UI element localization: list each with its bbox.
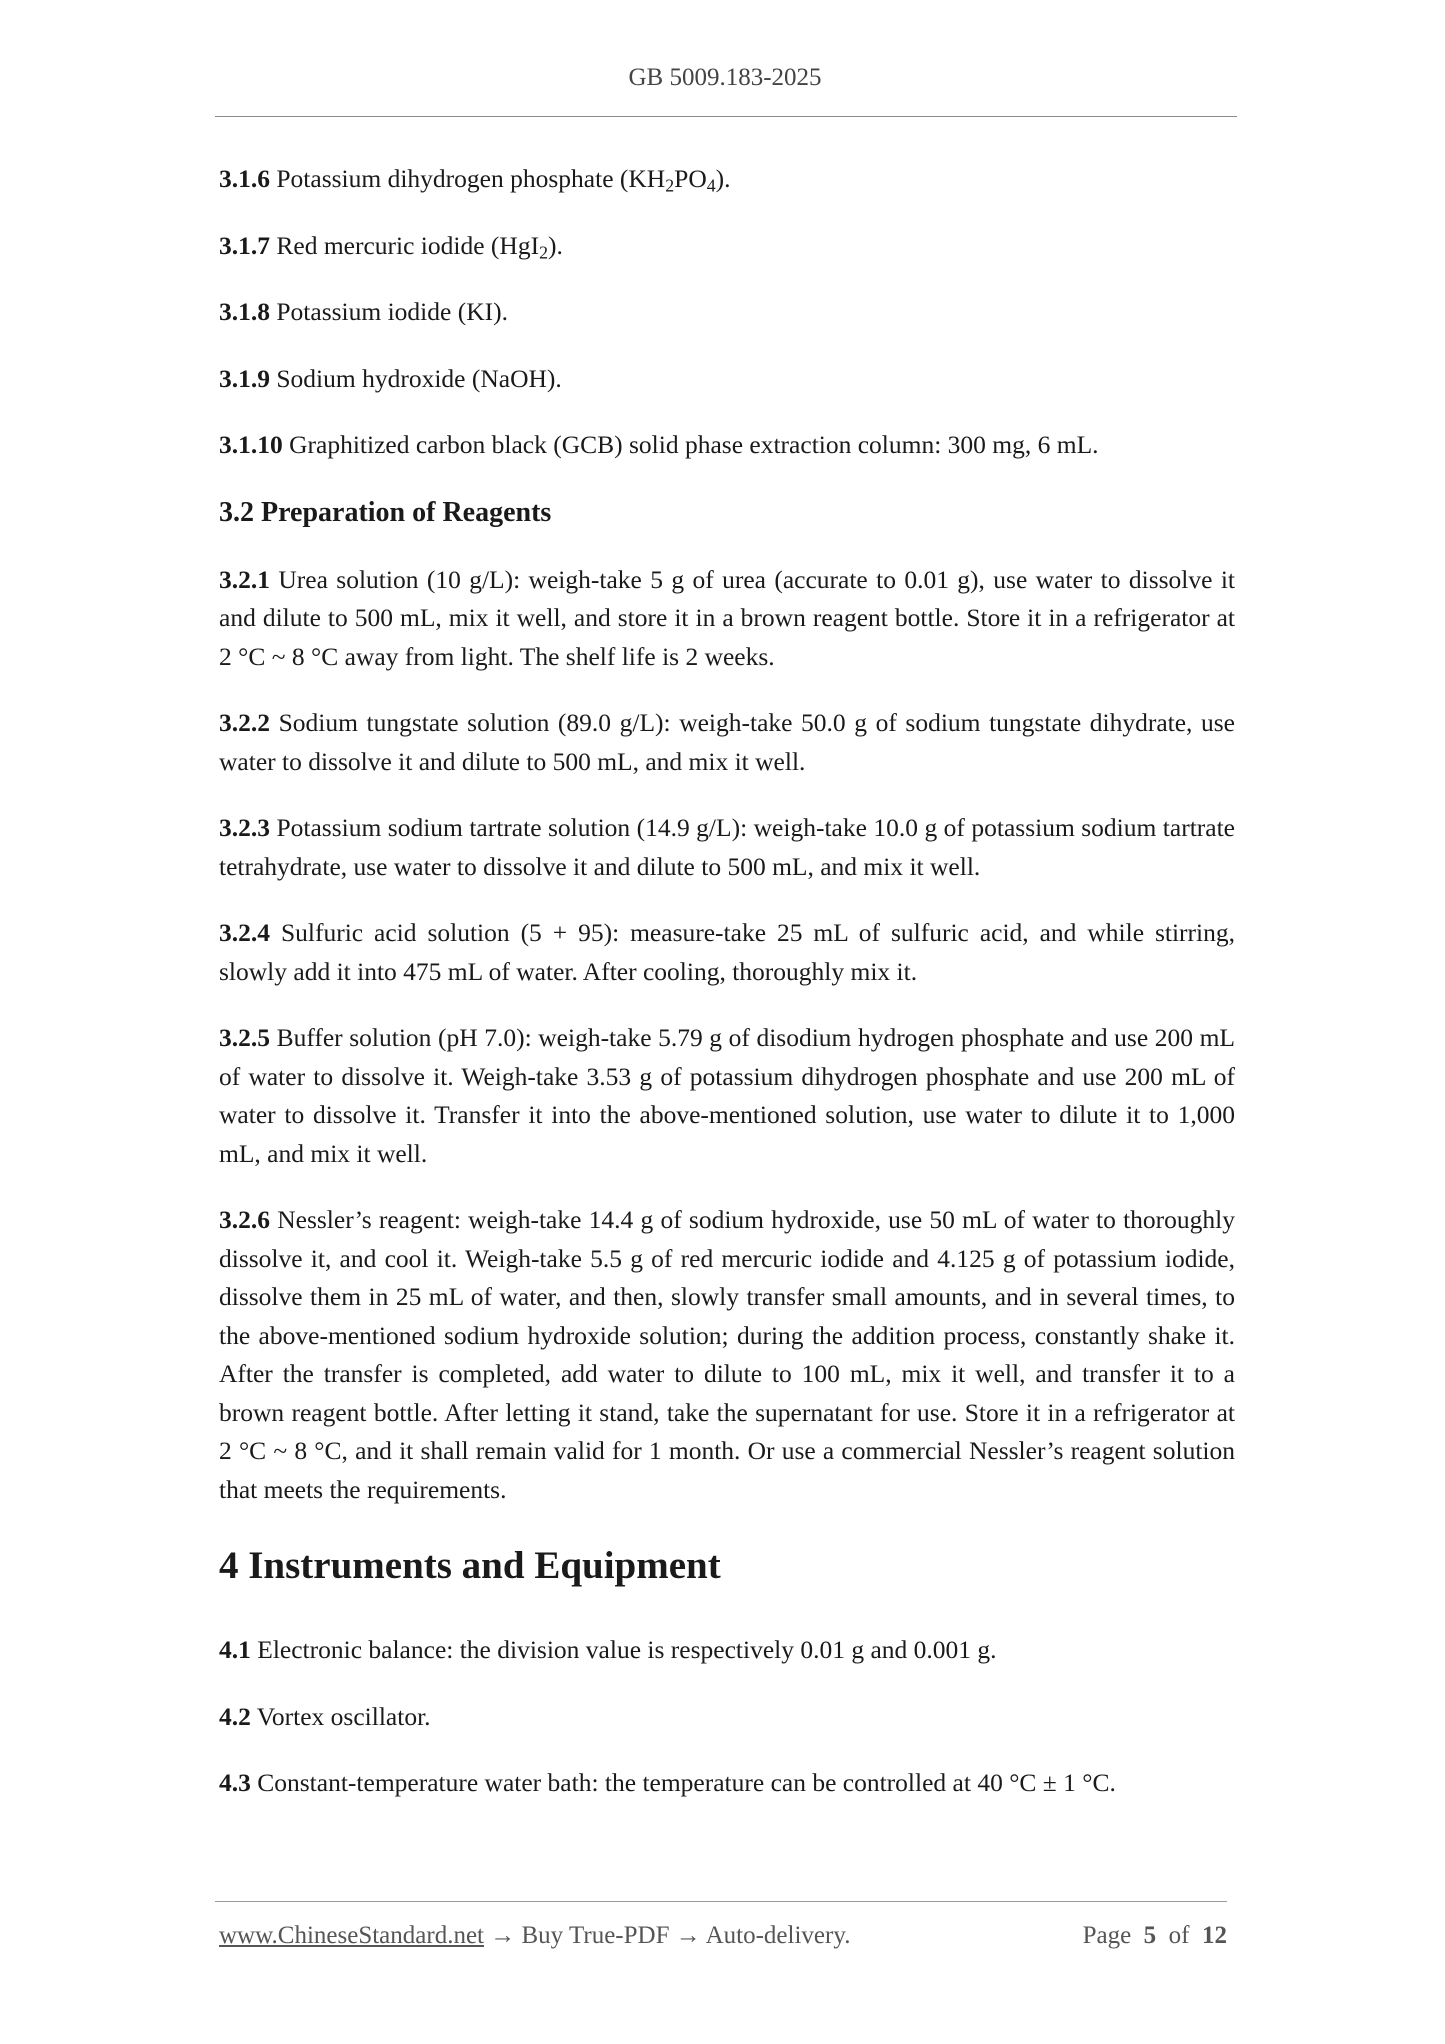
footer-promo	[219, 1922, 850, 1950]
current-page-number: 5	[1143, 1922, 1157, 1949]
clause-number: 4.2	[219, 1701, 251, 1731]
clause-number: 3.2.3	[219, 813, 270, 842]
footer-tagline: → Buy True-PDF → Auto-delivery.	[484, 1922, 851, 1949]
clause-3-2-4: 3.2.4 Sulfuric acid solution (5 + 95): measure-take 25 mL of sulfuric acid, and while stirring, slowly add it into 475 mL of water. After cooling, thoroughly mix it.	[219, 918, 1235, 986]
clause-3-1-6: 3.1.6 Potassium dihydrogen phosphate $(KH_2PO_4)$.	[219, 164, 731, 196]
clause-number: 3.2.6	[219, 1205, 270, 1234]
clause-number: 3.1.8	[219, 297, 270, 326]
header-divider	[215, 116, 1237, 117]
clause-number: 3.2.2	[219, 708, 270, 737]
clause-3-1-10: 3.1.10 Graphitized carbon black (GCB) solid phase extraction column: 300 mg, 6 mL.	[219, 430, 1099, 459]
clause-number: 3.2.4	[219, 918, 270, 947]
clause-3-1-9: 3.1.9 Sodium hydroxide (NaOH).	[219, 363, 562, 393]
clause-3-2-6: 3.2.6 Nessler’s reagent: weigh-take 14.4 g of sodium hydroxide, use 50 mL of water to thoroughly dissolve it, and cool it. Weigh-take 5.5 g of red mercuric iodide and 4.125 g of potassium iodide, dissolve them in 25 mL of water, and then, slowly transfer small amounts, and in several times, to the above-mentioned sodium hydroxide solution; during the addition process, constantly shake it. After the transfer is completed, add water to dilute to 100 mL, mix it well, and transfer it to a brown reagent bottle. After letting it stand, take the supernatant for use. Store it in a refrigerator at 2 °C ~ 8 °C, and it shall remain valid for 1 month. Or use a commercial Nessler’s reagent solution that meets the requirements.	[219, 1205, 1235, 1504]
section-heading-3-2: 3.2 Preparation of Reagents	[219, 496, 552, 528]
total-pages-number: 12	[1202, 1922, 1227, 1949]
clause-number: 3.2.5	[219, 1023, 270, 1052]
clause-4-3: 4.3 Constant-temperature water bath: the temperature can be controlled at 40 °C ± 1 °C.	[219, 1768, 1116, 1797]
clause-number: 3.1.9	[219, 363, 270, 393]
clause-3-2-3: 3.2.3 Potassium sodium tartrate solution (14.9 g/L): weigh-take 10.0 g of potassium sodium tartrate tetrahydrate, use water to dissolve it and dilute to 500 mL, and mix it well.	[219, 813, 1235, 881]
document-body	[219, 160, 1235, 1831]
clause-3-2-1: 3.2.1 Urea solution (10 g/L): weigh-take 5 g of urea (accurate to 0.01 g), use water to dissolve it and dilute to 500 mL, mix it well, and store it in a brown reagent bottle. Store it in a refrigerator at 2 °C ~ 8 °C away from light. The shelf life is 2 weeks.	[219, 564, 1235, 671]
section-heading-4: 4 Instruments and Equipment	[219, 1544, 721, 1587]
page-header: GB 5009.183-2025	[628, 64, 822, 91]
footer-divider	[215, 1901, 1227, 1902]
clause-3-1-7: 3.1.7 Red mercuric iodide (HgI$_2$).	[219, 230, 563, 262]
page-indicator: Page 5 of 12	[1082, 1922, 1227, 1949]
clause-3-2-2: 3.2.2 Sodium tungstate solution (89.0 g/L): weigh-take 50.0 g of sodium tungstate dihydrate, use water to dissolve it and dilute to 500 mL, and mix it well.	[219, 708, 1235, 776]
website-link[interactable]: www.ChineseStandard.net	[219, 1922, 484, 1949]
clause-number: 3.1.6	[219, 164, 270, 193]
clause-number: 3.1.10	[219, 430, 283, 459]
clause-3-2-5: 3.2.5 Buffer solution (pH 7.0): weigh-take 5.79 g of disodium hydrogen phosphate and use 200 mL of water to dissolve it. Weigh-take 3.53 g of potassium dihydrogen phosphate and use 200 mL of water to dissolve it. Transfer it into the above-mentioned solution, use water to dilute it to 1,000 mL, and mix it well.	[219, 1023, 1235, 1168]
clause-number: 3.1.7	[219, 230, 270, 260]
clause-number: 4.1	[219, 1635, 251, 1664]
clause-3-1-8: 3.1.8 Potassium iodide (KI).	[219, 297, 508, 326]
clause-4-2: 4.2 Vortex oscillator.	[219, 1701, 431, 1731]
clause-4-1: 4.1 Electronic balance: the division value is respectively 0.01 g and 0.001 g.	[219, 1635, 997, 1664]
clause-number: 4.3	[219, 1768, 251, 1797]
clause-number: 3.2.1	[219, 564, 270, 594]
